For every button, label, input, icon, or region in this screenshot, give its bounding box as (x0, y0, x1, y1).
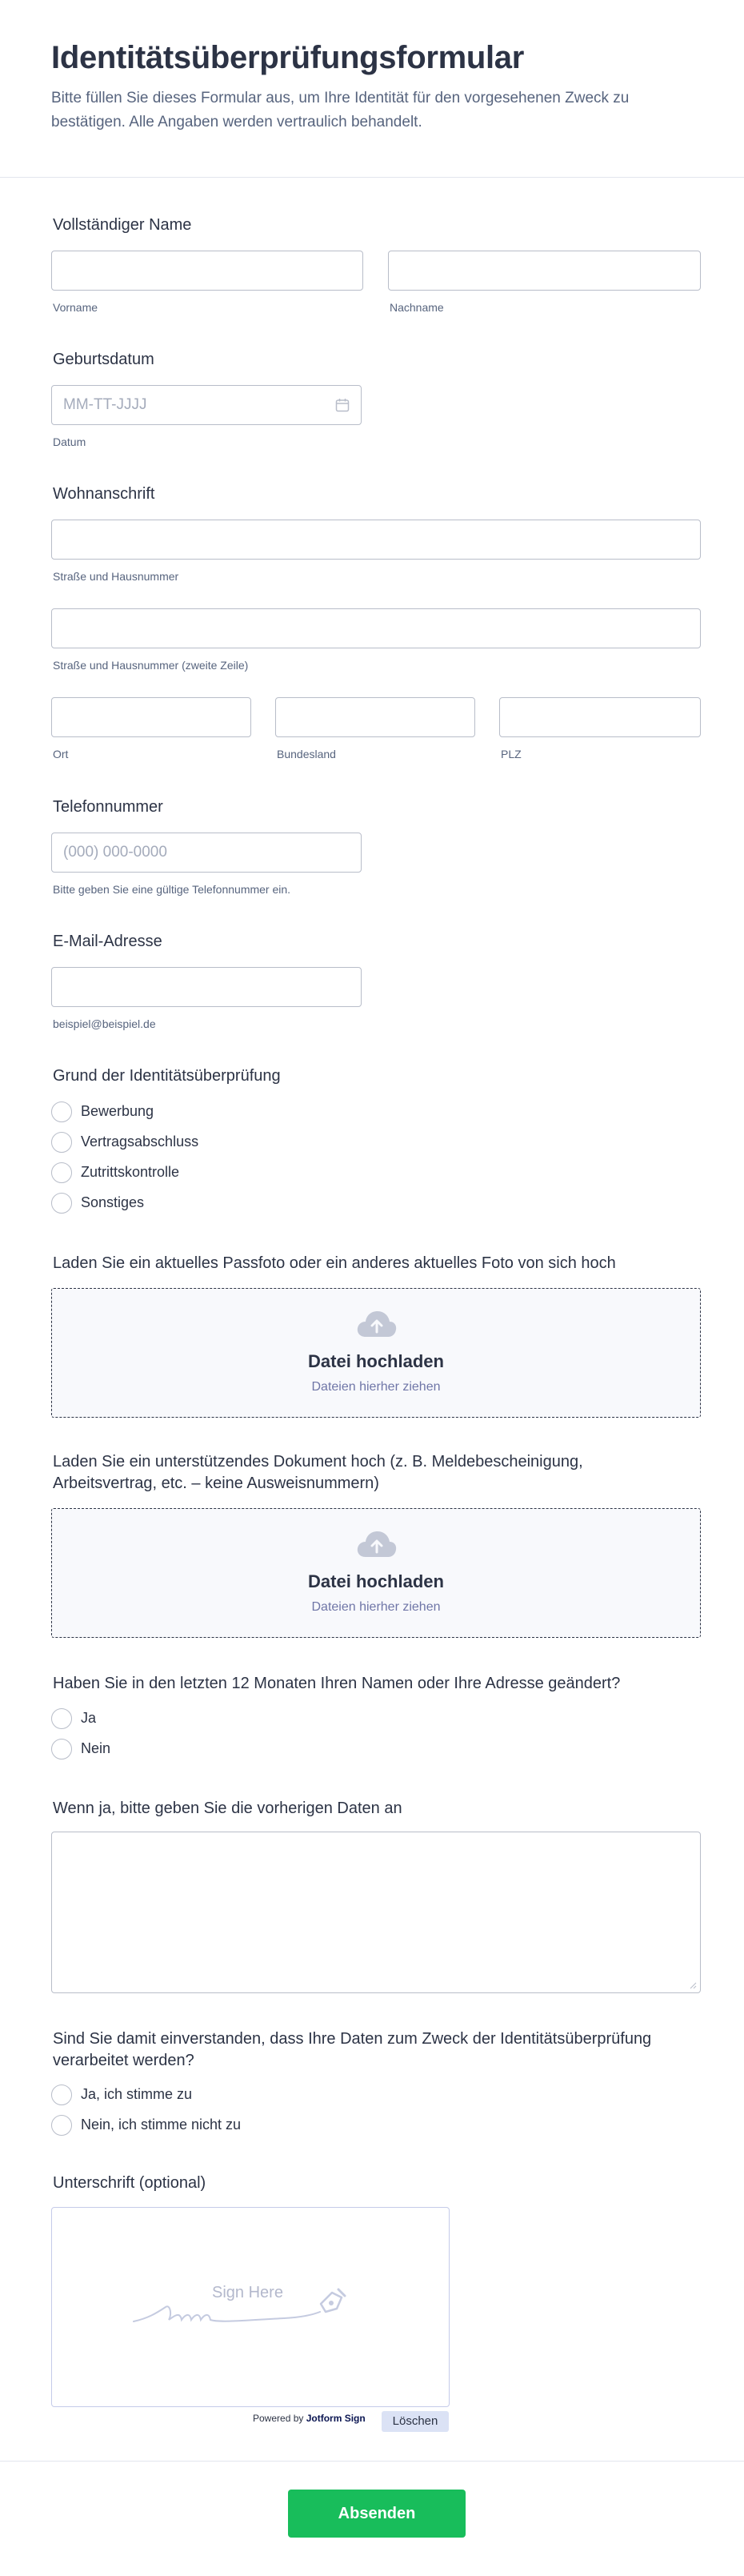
consent-label-line1: Sind Sie damit einverstanden, dass Ihre Daten zum Zweck der Identitätsüberprüfung (53, 2030, 652, 2048)
radio-button[interactable] (51, 1101, 72, 1122)
upload-subtitle: Dateien hierher ziehen (311, 1380, 441, 1394)
radio-button[interactable] (51, 2084, 72, 2105)
clear-signature-button[interactable]: Löschen (382, 2411, 449, 2432)
phone-sublabel: Bitte geben Sie eine gültige Telefonnummer ein. (53, 883, 291, 896)
birth-date-label: Geburtsdatum (53, 351, 154, 368)
radio-label: Zutrittskontrolle (81, 1164, 180, 1180)
birth-date-input[interactable] (51, 385, 362, 425)
address-label: Wohnanschrift (53, 485, 155, 503)
street-line2-sublabel: Straße und Hausnummer (zweite Zeile) (53, 659, 249, 672)
previous-data-label: Wenn ja, bitte geben Sie die vorherigen Daten an (53, 1800, 402, 1817)
document-upload-label-line2: Arbeitsvertrag, etc. – keine Ausweisnummern) (53, 1475, 379, 1492)
radio-label: Vertragsabschluss (81, 1134, 199, 1150)
phone-placeholder: (000) 000-0000 (63, 844, 167, 861)
form-subtitle: Bitte füllen Sie dieses Formular aus, um Ihre Identität für den vorgesehenen Zweck zu bestätigen. Alle Angaben werden vertraulich behandelt. (51, 90, 630, 130)
powered-prefix: Powered by (253, 2413, 304, 2424)
phone-input[interactable] (51, 833, 362, 873)
radio-label: Sonstiges (81, 1194, 145, 1210)
cloud-upload-icon (356, 1530, 398, 1559)
form-header (0, 0, 744, 178)
radio-button[interactable] (51, 1708, 72, 1729)
calendar-icon[interactable] (335, 398, 350, 412)
state-sublabel: Bundesland (277, 748, 336, 760)
email-input[interactable] (51, 967, 362, 1007)
radio-label: Nein, ich stimme nicht zu (81, 2117, 242, 2133)
document-upload-label-line1: Laden Sie ein unterstützendes Dokument hoch (z. B. Meldebescheinigung, (53, 1453, 583, 1471)
phone-label: Telefonnummer (53, 798, 163, 816)
upload-title: Datei hochladen (308, 1351, 444, 1371)
radio-label: Ja (81, 1710, 97, 1726)
consent-label-line2: verarbeitet werden? (53, 2052, 194, 2069)
street-line1-sublabel: Straße und Hausnummer (53, 570, 179, 583)
powered-by-text (253, 2413, 366, 2424)
last-name-sublabel: Nachname (390, 301, 444, 314)
signature-label: Unterschrift (optional) (53, 2174, 206, 2192)
document-upload-dropzone[interactable] (51, 1508, 701, 1638)
radio-button[interactable] (51, 1162, 72, 1183)
zip-input[interactable] (499, 697, 701, 737)
footer-divider (0, 2461, 744, 2462)
jotform-sign-brand: Jotform Sign (306, 2413, 366, 2424)
signature-pad[interactable] (51, 2207, 450, 2407)
first-name-input[interactable] (51, 251, 363, 291)
radio-button[interactable] (51, 1193, 72, 1214)
cloud-upload-icon (356, 1310, 398, 1338)
email-sublabel: beispiel@beispiel.de (53, 1017, 156, 1030)
first-name-sublabel: Vorname (53, 301, 98, 314)
signature-placeholder: Sign Here (212, 2284, 283, 2301)
radio-label: Bewerbung (81, 1103, 154, 1119)
upload-title: Datei hochladen (308, 1571, 444, 1591)
previous-data-textarea[interactable] (51, 1832, 701, 1993)
street-line1-input[interactable] (51, 520, 701, 560)
name-change-label: Haben Sie in den letzten 12 Monaten Ihren Namen oder Ihre Adresse geändert? (53, 1675, 621, 1692)
submit-button[interactable]: Absenden (288, 2490, 466, 2538)
last-name-input[interactable] (388, 251, 701, 291)
form-title: Identitätsüberprüfungsformular (51, 40, 525, 75)
state-input[interactable] (275, 697, 475, 737)
upload-subtitle: Dateien hierher ziehen (311, 1600, 441, 1614)
email-label: E-Mail-Adresse (53, 933, 162, 950)
street-line2-input[interactable] (51, 608, 701, 648)
zip-sublabel: PLZ (501, 748, 522, 760)
photo-upload-label: Laden Sie ein aktuelles Passfoto oder ein anderes aktuelles Foto von sich hoch (53, 1254, 616, 1272)
radio-label: Nein (81, 1740, 111, 1756)
reason-label: Grund der Identitätsüberprüfung (53, 1067, 281, 1085)
radio-button[interactable] (51, 2115, 72, 2136)
radio-button[interactable] (51, 1132, 72, 1153)
full-name-label: Vollständiger Name (53, 216, 192, 234)
radio-label: Ja, ich stimme zu (81, 2086, 193, 2102)
city-input[interactable] (51, 697, 251, 737)
birth-date-sublabel: Datum (53, 435, 86, 448)
radio-button[interactable] (51, 1739, 72, 1759)
birth-date-placeholder: MM-TT-JJJJ (63, 396, 147, 413)
photo-upload-dropzone[interactable] (51, 1288, 701, 1418)
resize-handle-icon[interactable] (689, 1981, 697, 1989)
city-sublabel: Ort (53, 748, 69, 760)
